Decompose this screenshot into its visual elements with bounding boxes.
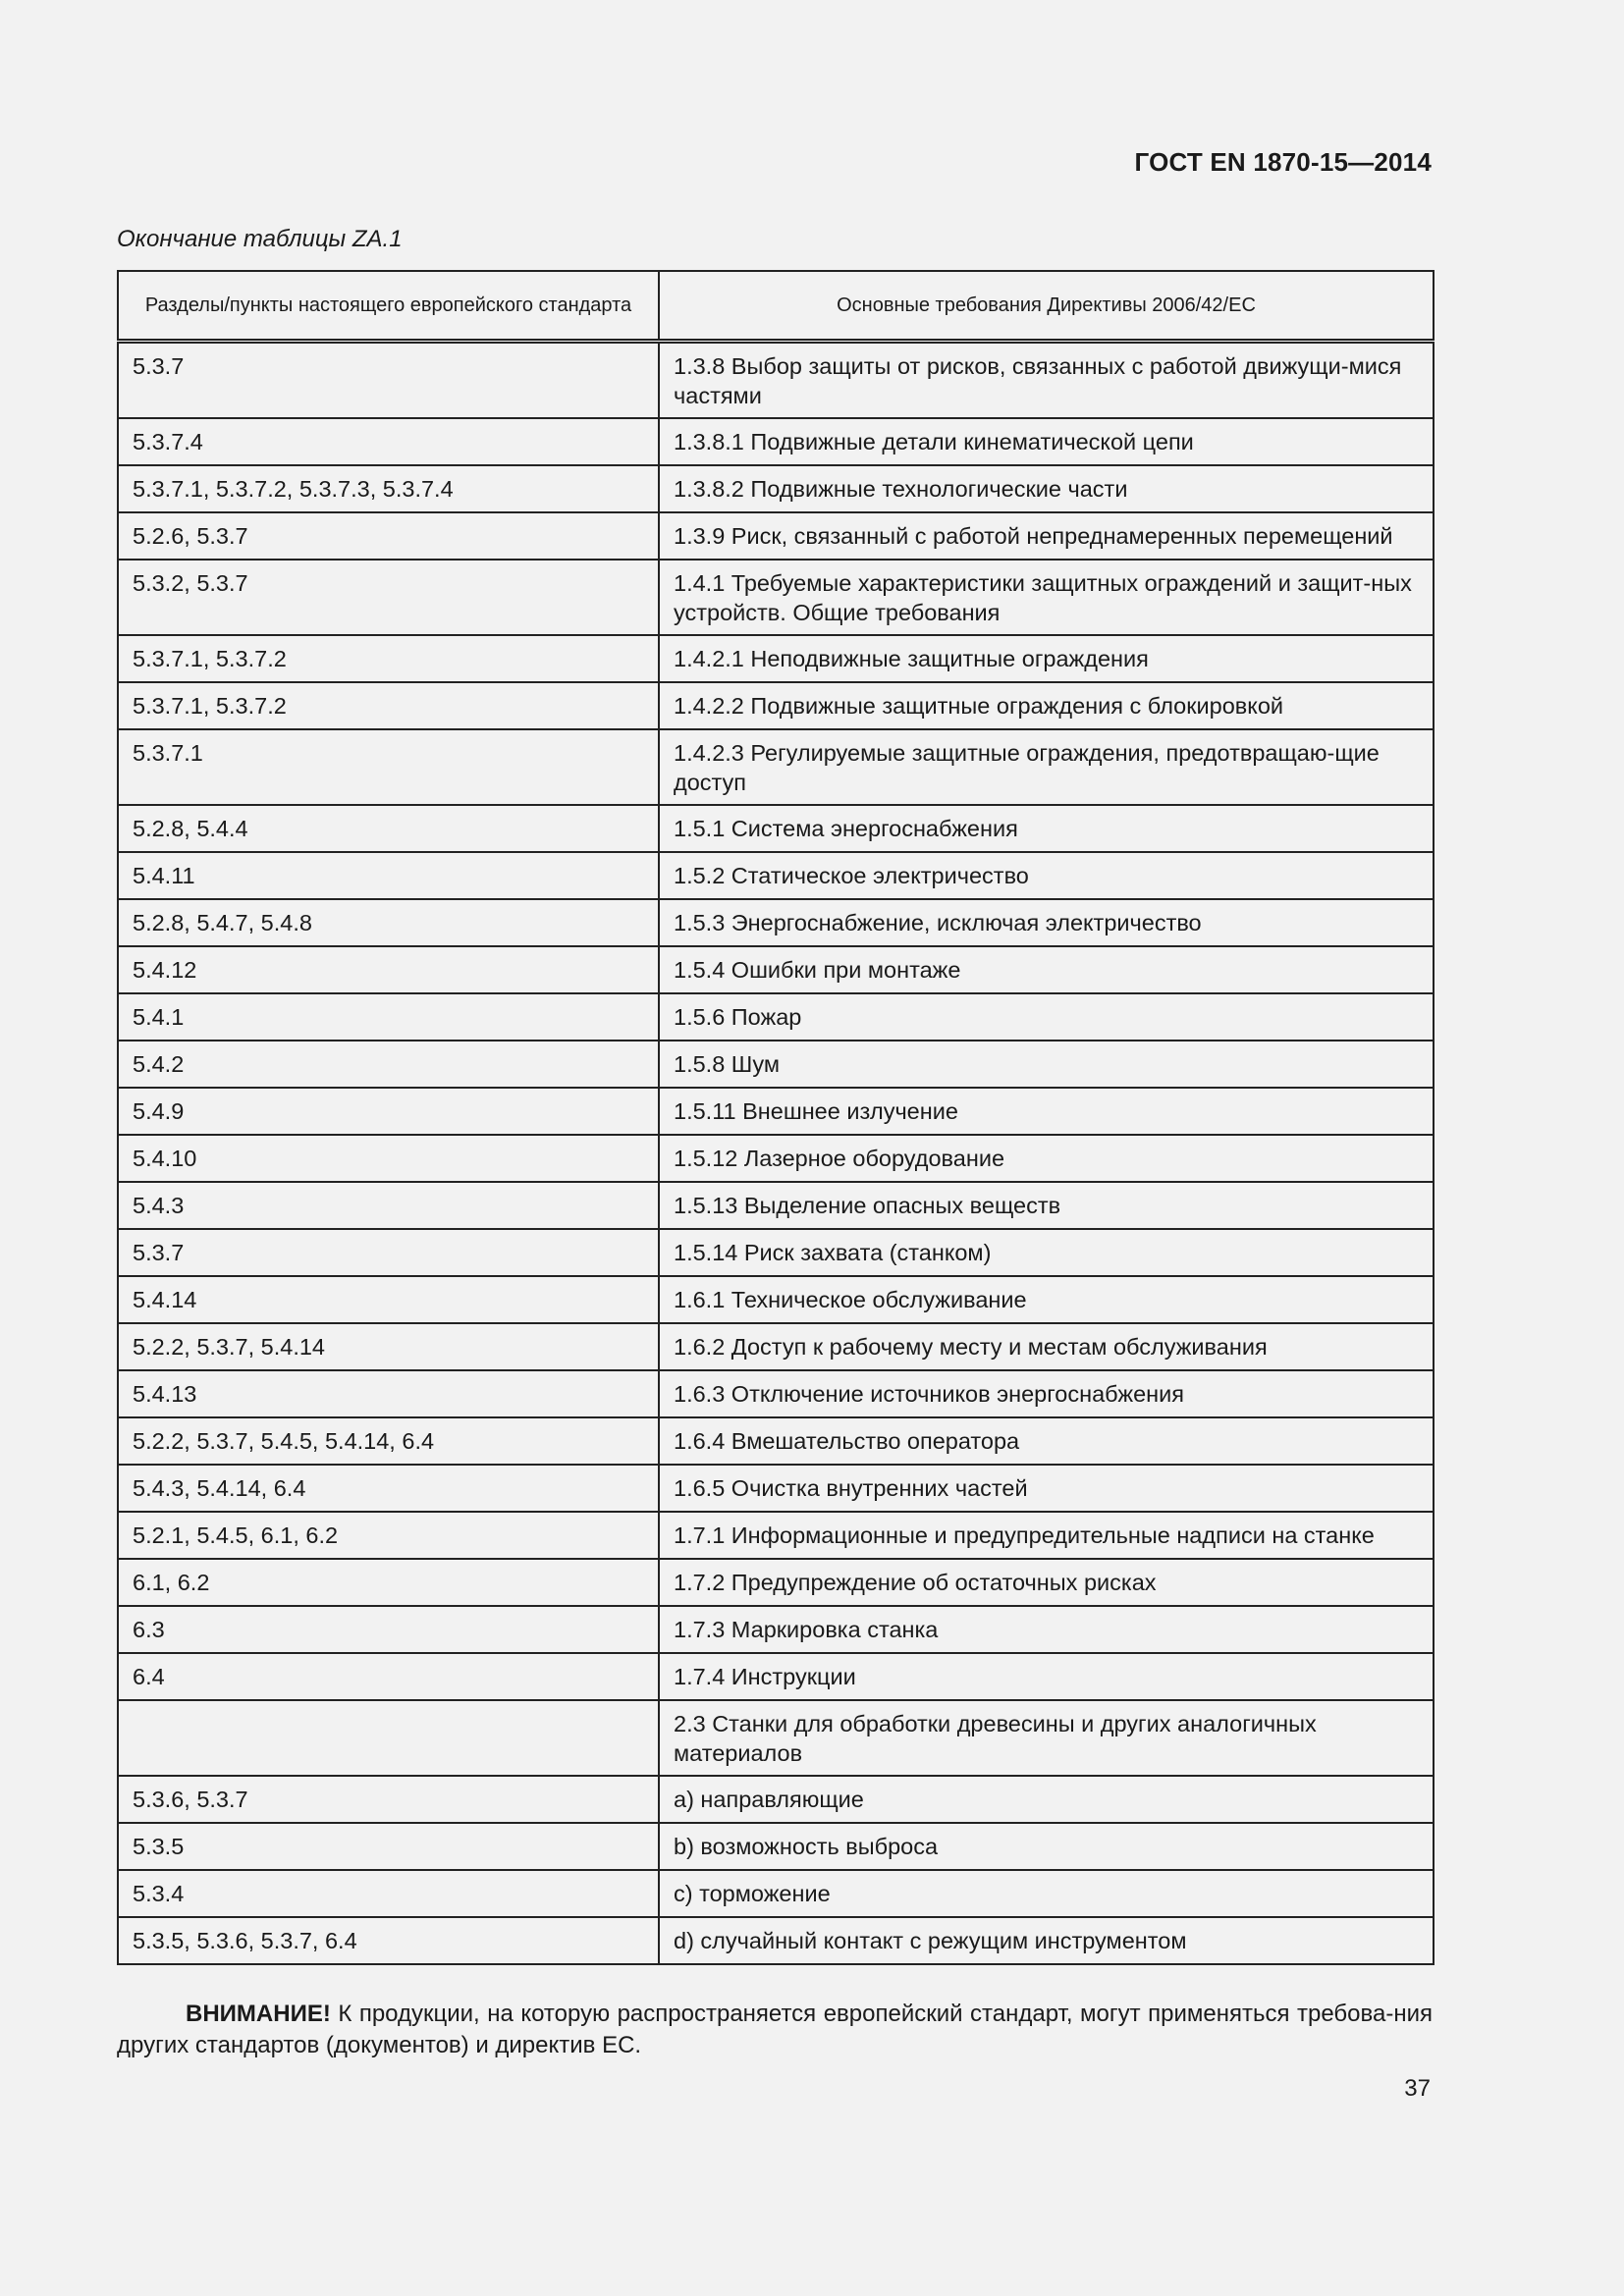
table-row [118, 1653, 1434, 1700]
cell-section-ref: 5.4.14 [118, 1276, 659, 1323]
cell-requirement: 1.5.8 Шум [659, 1041, 1434, 1088]
table-row [118, 1700, 1434, 1776]
cell-section-ref: 5.4.11 [118, 852, 659, 899]
table-row [118, 682, 1434, 729]
cell-section-ref: 5.2.2, 5.3.7, 5.4.14 [118, 1323, 659, 1370]
table-row [118, 342, 1434, 419]
cell-section-ref: 6.3 [118, 1606, 659, 1653]
cell-requirement: d) случайный контакт с режущим инструментом [659, 1917, 1434, 1964]
cell-section-ref: 5.4.1 [118, 993, 659, 1041]
cell-requirement: 1.5.3 Энергоснабжение, исключая электричество [659, 899, 1434, 946]
table-row [118, 946, 1434, 993]
table-row [118, 1182, 1434, 1229]
cell-section-ref: 5.4.3 [118, 1182, 659, 1229]
cell-requirement: 1.3.9 Риск, связанный с работой непреднамеренных перемещений [659, 512, 1434, 560]
cell-requirement: 1.5.6 Пожар [659, 993, 1434, 1041]
cell-section-ref: 6.4 [118, 1653, 659, 1700]
cell-section-ref: 5.3.7.4 [118, 418, 659, 465]
table-row [118, 1917, 1434, 1964]
page-number: 37 [1404, 2075, 1431, 2102]
cell-section-ref: 5.3.2, 5.3.7 [118, 560, 659, 635]
cell-requirement: 1.7.3 Маркировка станка [659, 1606, 1434, 1653]
table-row [118, 1370, 1434, 1417]
table-row [118, 852, 1434, 899]
cell-requirement: 1.5.12 Лазерное оборудование [659, 1135, 1434, 1182]
cell-requirement: 1.4.2.1 Неподвижные защитные ограждения [659, 635, 1434, 682]
cell-requirement: 1.3.8 Выбор защиты от рисков, связанных с работой движущи-мися частями [659, 342, 1434, 419]
cell-section-ref: 5.2.6, 5.3.7 [118, 512, 659, 560]
cell-section-ref: 5.3.6, 5.3.7 [118, 1776, 659, 1823]
cell-section-ref: 5.3.4 [118, 1870, 659, 1917]
table-row [118, 805, 1434, 852]
cell-section-ref: 5.3.7.1, 5.3.7.2 [118, 682, 659, 729]
cell-requirement: 1.3.8.2 Подвижные технологические части [659, 465, 1434, 512]
table-row [118, 1559, 1434, 1606]
cell-requirement: 1.7.4 Инструкции [659, 1653, 1434, 1700]
cell-section-ref: 6.1, 6.2 [118, 1559, 659, 1606]
cell-section-ref: 5.4.12 [118, 946, 659, 993]
cell-section-ref: 5.3.7.1 [118, 729, 659, 805]
table-row [118, 418, 1434, 465]
cell-requirement: c) торможение [659, 1870, 1434, 1917]
table-row [118, 512, 1434, 560]
cell-requirement: 1.5.13 Выделение опасных веществ [659, 1182, 1434, 1229]
cell-section-ref: 5.4.3, 5.4.14, 6.4 [118, 1465, 659, 1512]
cell-requirement: 1.5.14 Риск захвата (станком) [659, 1229, 1434, 1276]
cell-section-ref: 5.3.7.1, 5.3.7.2, 5.3.7.3, 5.3.7.4 [118, 465, 659, 512]
table-row [118, 1465, 1434, 1512]
table-header-row [118, 271, 1434, 342]
table-row [118, 635, 1434, 682]
table-row [118, 1606, 1434, 1653]
cell-requirement: 1.5.1 Система энергоснабжения [659, 805, 1434, 852]
cell-section-ref: 5.4.2 [118, 1041, 659, 1088]
column-header-sections: Разделы/пункты настоящего европейского стандарта [118, 271, 659, 342]
notice-label: ВНИМАНИЕ! [186, 2001, 331, 2027]
cell-requirement: 1.6.2 Доступ к рабочему месту и местам обслуживания [659, 1323, 1434, 1370]
cell-section-ref [118, 1700, 659, 1776]
cell-requirement: 1.3.8.1 Подвижные детали кинематической цепи [659, 418, 1434, 465]
table-row [118, 465, 1434, 512]
table-row [118, 560, 1434, 635]
cell-section-ref: 5.2.8, 5.4.4 [118, 805, 659, 852]
table-body [118, 342, 1434, 1965]
table-row [118, 899, 1434, 946]
table-row [118, 1823, 1434, 1870]
cell-requirement: b) возможность выброса [659, 1823, 1434, 1870]
cell-section-ref: 5.2.1, 5.4.5, 6.1, 6.2 [118, 1512, 659, 1559]
cell-section-ref: 5.3.7 [118, 1229, 659, 1276]
cell-section-ref: 5.3.7 [118, 342, 659, 419]
cell-requirement: 1.4.1 Требуемые характеристики защитных ограждений и защит-ных устройств. Общие требования [659, 560, 1434, 635]
cell-requirement: 1.5.4 Ошибки при монтаже [659, 946, 1434, 993]
cell-requirement: 1.7.2 Предупреждение об остаточных рисках [659, 1559, 1434, 1606]
table-row [118, 1135, 1434, 1182]
table-row [118, 1088, 1434, 1135]
cell-requirement: 2.3 Станки для обработки древесины и других аналогичных материалов [659, 1700, 1434, 1776]
cell-section-ref: 5.4.9 [118, 1088, 659, 1135]
column-header-requirements: Основные требования Директивы 2006/42/EC [659, 271, 1434, 342]
cell-requirement: 1.4.2.3 Регулируемые защитные ограждения, предотвращаю-щие доступ [659, 729, 1434, 805]
table-row [118, 1417, 1434, 1465]
cell-requirement: 1.6.4 Вмешательство оператора [659, 1417, 1434, 1465]
table-caption: Окончание таблицы ZA.1 [117, 226, 403, 252]
requirements-table [117, 270, 1435, 1965]
table-row [118, 1870, 1434, 1917]
cell-section-ref: 5.3.5 [118, 1823, 659, 1870]
cell-section-ref: 5.2.2, 5.3.7, 5.4.5, 5.4.14, 6.4 [118, 1417, 659, 1465]
cell-requirement: a) направляющие [659, 1776, 1434, 1823]
document-standard-number: ГОСТ EN 1870-15—2014 [1134, 147, 1432, 177]
cell-requirement: 1.6.5 Очистка внутренних частей [659, 1465, 1434, 1512]
cell-requirement: 1.5.11 Внешнее излучение [659, 1088, 1434, 1135]
cell-section-ref: 5.2.8, 5.4.7, 5.4.8 [118, 899, 659, 946]
cell-requirement: 1.6.1 Техническое обслуживание [659, 1276, 1434, 1323]
table-row [118, 1041, 1434, 1088]
cell-section-ref: 5.3.7.1, 5.3.7.2 [118, 635, 659, 682]
table-row [118, 1512, 1434, 1559]
table-row [118, 993, 1434, 1041]
table-row [118, 1323, 1434, 1370]
cell-section-ref: 5.4.10 [118, 1135, 659, 1182]
cell-requirement: 1.4.2.2 Подвижные защитные ограждения с блокировкой [659, 682, 1434, 729]
cell-section-ref: 5.4.13 [118, 1370, 659, 1417]
table-row [118, 1276, 1434, 1323]
cell-requirement: 1.6.3 Отключение источников энергоснабжения [659, 1370, 1434, 1417]
table-row [118, 1776, 1434, 1823]
attention-notice [117, 1999, 1433, 2061]
cell-requirement: 1.5.2 Статическое электричество [659, 852, 1434, 899]
cell-requirement: 1.7.1 Информационные и предупредительные надписи на станке [659, 1512, 1434, 1559]
cell-section-ref: 5.3.5, 5.3.6, 5.3.7, 6.4 [118, 1917, 659, 1964]
table-row [118, 729, 1434, 805]
table-row [118, 1229, 1434, 1276]
notice-text: К продукции, на которую распространяется европейский стандарт, могут применяться требова-ния других стандартов (документов) и директив ЕС. [117, 2001, 1433, 2058]
